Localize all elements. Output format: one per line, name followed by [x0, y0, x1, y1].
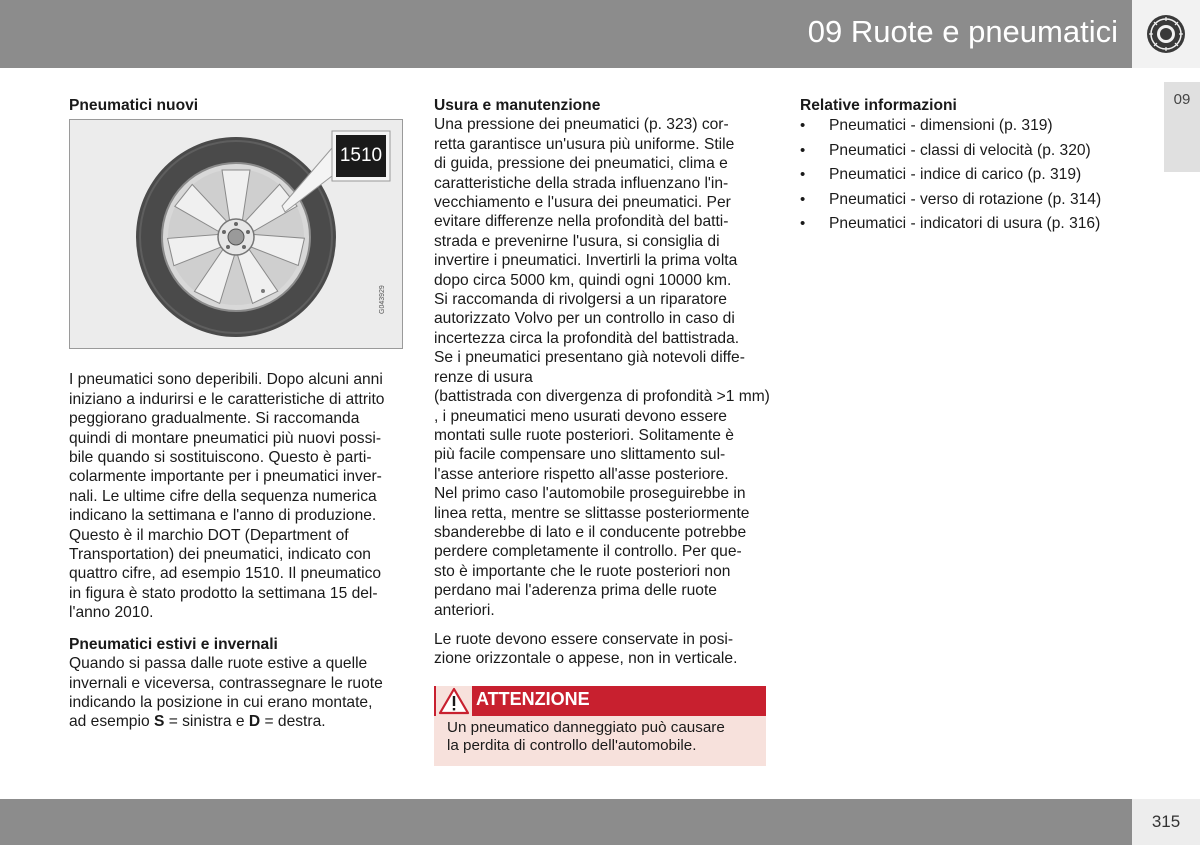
body-line: renze di usura	[434, 368, 533, 386]
body-line: Questo è il marchio DOT (Department of	[69, 526, 349, 544]
chapter-title: 09 Ruote e pneumatici	[807, 14, 1118, 49]
seasonal-body	[69, 654, 403, 732]
chapter-icon-box	[1132, 0, 1200, 68]
body-line: Una pressione dei pneumatici (p. 323) cor-	[434, 116, 729, 134]
body-text: = sinistra e	[164, 713, 249, 731]
page-number-box	[1132, 799, 1200, 845]
key-d: D	[248, 713, 261, 731]
body-line: sbanderebbe di lato e il conducente potrebbe	[434, 523, 747, 541]
body-line: I pneumatici sono deperibili. Dopo alcuni anni	[69, 371, 383, 389]
body-line: l'asse anteriore rispetto all'asse posteriore.	[434, 465, 729, 483]
body-text: = destra.	[260, 713, 326, 731]
body-line: Transportation) dei pneumatici, indicato con	[69, 546, 371, 564]
related-link-speed-classes[interactable]: • Pneumatici - classi di velocità (p. 320)	[800, 141, 1140, 160]
heading-new-tires: Pneumatici nuovi	[69, 97, 199, 114]
storage-body	[434, 630, 790, 669]
warning-header	[434, 686, 766, 716]
body-line: perdere completamente il controllo. Per que-	[434, 543, 742, 561]
page-number: 315	[1151, 812, 1181, 831]
body-line: quindi di montare pneumatici più nuovi possi-	[69, 429, 382, 447]
related-link-load-index[interactable]: • Pneumatici - indice di carico (p. 319)	[800, 165, 1140, 184]
body-line: invernali e viceversa, contrassegnare le ruote	[69, 674, 383, 692]
column-middle	[434, 96, 790, 766]
heading-related: Relative informazioni	[800, 97, 957, 114]
warning-line: la perdita di controllo dell'automobile.	[447, 737, 697, 755]
body-line: montati sulle ruote posteriori. Solitamente è	[434, 426, 734, 444]
warning-icon-box	[436, 686, 472, 716]
tire-figure	[69, 119, 403, 349]
body-line: evitare differenze nella profondità del batti-	[434, 213, 729, 231]
dot-code-label: 1510	[339, 145, 383, 167]
body-line: invertire i pneumatici. Invertirli la prima volta	[434, 252, 738, 270]
body-line: l'anno 2010.	[69, 604, 154, 622]
body-line: Quando si passa dalle ruote estive a quelle	[69, 655, 368, 673]
column-left	[69, 96, 403, 732]
body-line: caratteristiche della strada influenzano l'in-	[434, 174, 729, 192]
key-s: S	[153, 713, 165, 731]
body-line: dopo circa 5000 km, quindi ogni 10000 km.	[434, 271, 732, 289]
warning-line: Un pneumatico danneggiato può causare	[447, 718, 725, 736]
body-line: iniziano a indurirsi e le caratteristiche di attrito	[69, 390, 385, 408]
chapter-side-tab	[1164, 82, 1200, 172]
related-link-dimensions[interactable]: • Pneumatici - dimensioni (p. 319)	[800, 116, 1140, 135]
tire-icon	[1132, 0, 1200, 68]
body-line: (battistrada con divergenza di profondità >1 mm)	[434, 388, 770, 406]
body-line: indicando la posizione in cui erano montate,	[69, 693, 373, 711]
body-line: perdano mai l'aderenza prima delle ruote	[434, 582, 717, 600]
body-line: di guida, pressione dei pneumatici, clima e	[434, 155, 728, 173]
figure-code: G043929	[379, 285, 386, 315]
body-line: anteriori.	[434, 601, 495, 619]
chapter-header	[0, 0, 1132, 68]
related-link-rotation-direction[interactable]: • Pneumatici - verso di rotazione (p. 314)	[800, 190, 1140, 209]
body-line: Se i pneumatici presentano già notevoli diffe-	[434, 349, 745, 367]
body-line: in figura è stato prodotto la settimana 15 del-	[69, 584, 378, 602]
warning-title: ATTENZIONE	[476, 688, 590, 709]
body-line: bile quando si sostituiscono. Questo è parti-	[69, 449, 372, 467]
page-footer	[0, 799, 1132, 845]
body-line: , i pneumatici meno usurati devono essere	[434, 407, 727, 425]
body-line: retta garantisce un'usura più uniforme. Stile	[434, 135, 735, 153]
body-line: indicano la settimana e l'anno di produzione.	[69, 507, 377, 525]
column-right	[800, 96, 1140, 238]
body-line: autorizzato Volvo per un controllo in caso di	[434, 310, 735, 328]
body-line: più facile compensare uno slittamento sul-	[434, 446, 726, 464]
body-line: colarmente importante per i pneumatici inver-	[69, 468, 382, 486]
usage-body	[434, 115, 790, 620]
body-line: strada e prevenirne l'usura, si consiglia di	[434, 232, 720, 250]
warning-triangle-icon	[436, 686, 472, 716]
warning-body	[434, 716, 766, 766]
heading-seasonal: Pneumatici estivi e invernali	[69, 635, 278, 653]
body-line: Si raccomanda di rivolgersi a un riparatore	[434, 291, 727, 309]
body-line: Le ruote devono essere conservate in posi-	[434, 630, 734, 648]
body-line: Nel primo caso l'automobile proseguirebbe in	[434, 485, 746, 503]
related-list	[800, 116, 1140, 233]
body-line: linea retta, mentre se slittasse posteriormente	[434, 504, 750, 522]
body-line: nali. Le ultime cifre della sequenza numerica	[69, 487, 377, 505]
new-tires-body	[69, 370, 403, 622]
body-text: ad esempio	[69, 713, 154, 731]
body-line: peggiorano gradualmente. Si raccomanda	[69, 410, 360, 428]
heading-usage: Usura e manutenzione	[434, 97, 601, 114]
body-line: zione orizzontale o appese, non in verticale.	[434, 650, 738, 668]
side-tab-label: 09	[1173, 91, 1191, 108]
body-line: incertezza circa la profondità del battistrada.	[434, 329, 740, 347]
body-line: quattro cifre, ad esempio 1510. Il pneumatico	[69, 565, 382, 583]
body-line: vecchiamento e l'usura dei pneumatici. Per	[434, 194, 731, 212]
body-line: sto è importante che le ruote posteriori non	[434, 562, 731, 580]
related-link-wear-indicators[interactable]: • Pneumatici - indicatori di usura (p. 316)	[800, 214, 1140, 233]
warning-box	[434, 686, 766, 766]
